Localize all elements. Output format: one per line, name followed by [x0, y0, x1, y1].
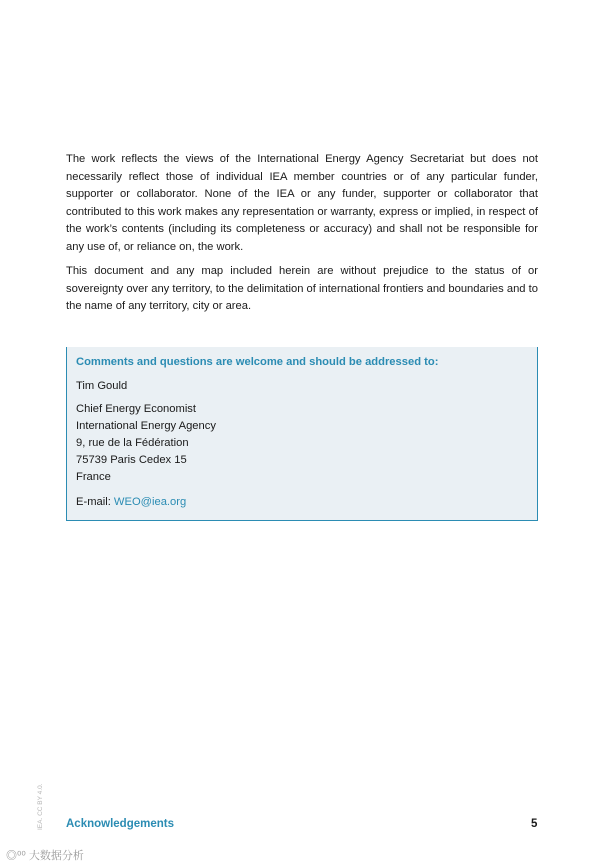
watermark	[6, 847, 84, 863]
address-line: International Energy Agency	[76, 420, 216, 432]
email-label: E-mail:	[76, 496, 114, 508]
watermark-logo-icon: ◎⁰⁰	[6, 850, 29, 862]
contact-address	[76, 401, 216, 486]
page-number: 5	[531, 818, 538, 830]
contact-box	[66, 347, 538, 521]
contact-email-row	[76, 494, 186, 511]
footer-section-title: Acknowledgements	[66, 818, 174, 830]
contact-heading: Comments and questions are welcome and should be addressed to:	[76, 356, 439, 368]
watermark-text: 大数据分析	[28, 850, 84, 862]
address-line: France	[76, 471, 111, 483]
email-link[interactable]: WEO@iea.org	[113, 496, 187, 508]
license-note: IEA. CC BY 4.0.	[37, 783, 44, 830]
address-line: Chief Energy Economist	[76, 403, 197, 415]
territory-paragraph: This document and any map included herein are without prejudice to the status of or sovereignty over any territory, to the delimitation of international frontiers and boundaries and to the name of any territory, city or area.	[66, 265, 538, 312]
address-line: 9, rue de la Fédération	[76, 437, 189, 449]
contact-name: Tim Gould	[76, 380, 128, 392]
disclaimer-paragraph: The work reflects the views of the International Energy Agency Secretariat but does not necessarily reflect those of individual IEA member countries or of any particular funder, supporter or collaborator. None of the IEA or any funder, supporter or collaborator that contributed to this work makes any representation or warranty, express or implied, in respect of the work’s contents (including its completeness or accuracy) and shall not be responsible for any use of, or reliance on, the work.	[66, 153, 538, 253]
address-line: 75739 Paris Cedex 15	[76, 454, 187, 466]
